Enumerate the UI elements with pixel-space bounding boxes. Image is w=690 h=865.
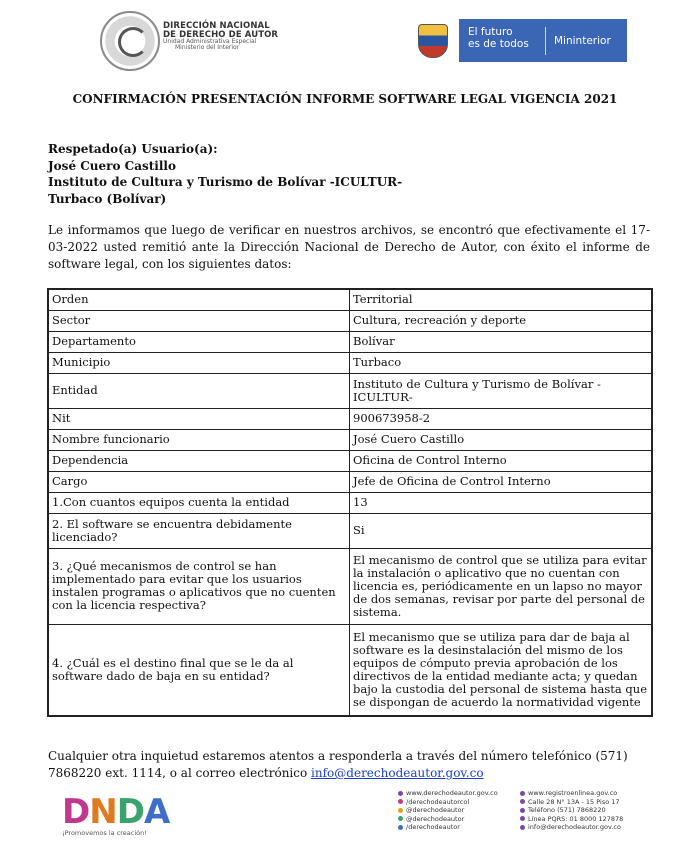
row-value: 13 — [350, 492, 653, 513]
social-contacts — [398, 789, 498, 832]
government-banner — [459, 19, 627, 62]
table-row — [48, 450, 652, 471]
info-item: Línea PQRS: 01 8000 127878 — [528, 814, 624, 823]
row-value: Cultura, recreación y deporte — [350, 310, 653, 331]
dnda-seal-logo — [100, 11, 160, 71]
row-value: Instituto de Cultura y Turismo de Bolívar - ICULTUR- — [350, 373, 653, 408]
recipient-name: José Cuero Castillo — [48, 158, 176, 173]
facebook-icon — [398, 825, 403, 830]
ministry-name: Mininterior — [554, 35, 611, 47]
row-label: Cargo — [48, 471, 350, 492]
gov-slogan — [468, 26, 529, 50]
row-label: Entidad — [48, 373, 350, 408]
report-data-table — [47, 288, 653, 717]
bullet-icon — [520, 791, 525, 796]
row-value: Si — [350, 513, 653, 548]
instagram-icon — [398, 816, 403, 821]
row-value: 900673958-2 — [350, 408, 653, 429]
bullet-icon — [520, 799, 525, 804]
youtube-icon — [398, 799, 403, 804]
table-row — [48, 513, 652, 548]
row-value: Jefe de Oficina de Control Interno — [350, 471, 653, 492]
row-label: Dependencia — [48, 450, 350, 471]
bullet-icon — [520, 808, 525, 813]
social-item: @derechodeautor — [406, 806, 465, 815]
recipient-block — [48, 141, 402, 207]
social-item: /derechodeautor — [406, 823, 460, 832]
footer-paragraph — [48, 748, 652, 782]
social-item: @derechodeautor — [406, 814, 465, 823]
gov-slogan-line-2: es de todos — [468, 38, 529, 50]
globe-icon — [398, 791, 403, 796]
row-label: Nit — [48, 408, 350, 429]
dnda-line-1: DIRECCIÓN NACIONAL — [163, 21, 270, 31]
table-row — [48, 408, 652, 429]
row-value: Territorial — [350, 289, 653, 310]
brand-slogan: ¡Promovemos la creación! — [62, 829, 147, 837]
row-label: 3. ¿Qué mecanismos de control se han implementado para evitar que los usuarios instalen programas o aplicativos que no cuenten con la licencia respectiva? — [48, 548, 350, 624]
info-item: Calle 28 N° 13A - 15 Piso 17 — [528, 797, 620, 806]
dnda-header-text — [163, 22, 278, 51]
row-label: 2. El software se encuentra debidamente licenciado? — [48, 513, 350, 548]
info-item: info@derechodeautor.gov.co — [528, 823, 621, 832]
row-value: El mecanismo de control que se utiliza para evitar la instalación o aplicativo que no cuentan con licencia es, periódicamente en un lapso no mayor de dos semanas, revisar por parte del personal de sistema. — [350, 548, 653, 624]
colombia-coat-of-arms-icon — [418, 24, 448, 58]
recipient-location: Turbaco (Bolívar) — [48, 191, 167, 206]
table-row — [48, 331, 652, 352]
row-label: Sector — [48, 310, 350, 331]
table-row — [48, 548, 652, 624]
table-row — [48, 624, 652, 716]
logo-letter: N — [89, 792, 117, 832]
table-row — [48, 289, 652, 310]
table-row — [48, 429, 652, 450]
email-link[interactable]: info@derechodeautor.gov.co — [311, 766, 484, 780]
info-contacts — [520, 789, 623, 832]
table-row — [48, 492, 652, 513]
greeting: Respetado(a) Usuario(a): — [48, 142, 218, 156]
row-label: 4. ¿Cuál es el destino final que se le da al software dado de baja en su entidad? — [48, 624, 350, 716]
row-label: Nombre funcionario — [48, 429, 350, 450]
info-item: Teléfono (571) 7868220 — [528, 806, 606, 815]
logo-letter: A — [143, 792, 170, 832]
social-item: www.derechodeautor.gov.co — [406, 789, 498, 797]
dnda-line-4: Ministerio del Interior — [175, 44, 240, 51]
twitter-icon — [398, 808, 403, 813]
social-item: /derechodeautorcol — [406, 797, 470, 806]
dnda-line-3: Unidad Administrativa Especial — [163, 38, 257, 45]
bullet-icon — [520, 825, 525, 830]
table-row — [48, 310, 652, 331]
row-value: El mecanismo que se utiliza para dar de baja al software es la desinstalación del mismo de los equipos de cómputo previa aprobación de los directivos de la entidad mediante acta; y quedan bajo la custodia del personal de sistema hasta que se dispongan de acuerdo la normatividad vigente — [350, 624, 653, 716]
row-value: Bolívar — [350, 331, 653, 352]
row-label: Municipio — [48, 352, 350, 373]
row-label: 1.Con cuantos equipos cuenta la entidad — [48, 492, 350, 513]
row-value: José Cuero Castillo — [350, 429, 653, 450]
info-item: www.registroenlinea.gov.co — [528, 789, 618, 797]
footer-text: Cualquier otra inquietud estaremos atentos a responderla a través del número telefónico (571) 7868220 ext. 1114, o al correo electrónico — [48, 749, 628, 780]
table-row — [48, 373, 652, 408]
bullet-icon — [520, 816, 525, 821]
dnda-logo — [62, 792, 170, 832]
dnda-line-2: DE DERECHO DE AUTOR — [163, 29, 279, 40]
logo-letter: D — [116, 792, 144, 832]
document-title: CONFIRMACIÓN PRESENTACIÓN INFORME SOFTWARE LEGAL VIGENCIA 2021 — [72, 92, 618, 106]
recipient-entity: Instituto de Cultura y Turismo de Bolívar -ICULTUR- — [48, 175, 403, 189]
intro-paragraph: Le informamos que luego de verificar en nuestros archivos, se encontró que efectivamente el 17-03-2022 usted remitió ante la Dirección Nacional de Derecho de Autor, con éxito el informe de software legal, con los siguientes datos: — [48, 223, 650, 271]
row-value: Turbaco — [350, 352, 653, 373]
gov-slogan-line-1: El futuro — [468, 26, 513, 38]
table-row — [48, 471, 652, 492]
row-value: Oficina de Control Interno — [350, 450, 653, 471]
row-label: Departamento — [48, 331, 350, 352]
row-label: Orden — [48, 289, 350, 310]
gov-separator — [545, 27, 546, 55]
table-row — [48, 352, 652, 373]
logo-letter: D — [62, 792, 90, 832]
